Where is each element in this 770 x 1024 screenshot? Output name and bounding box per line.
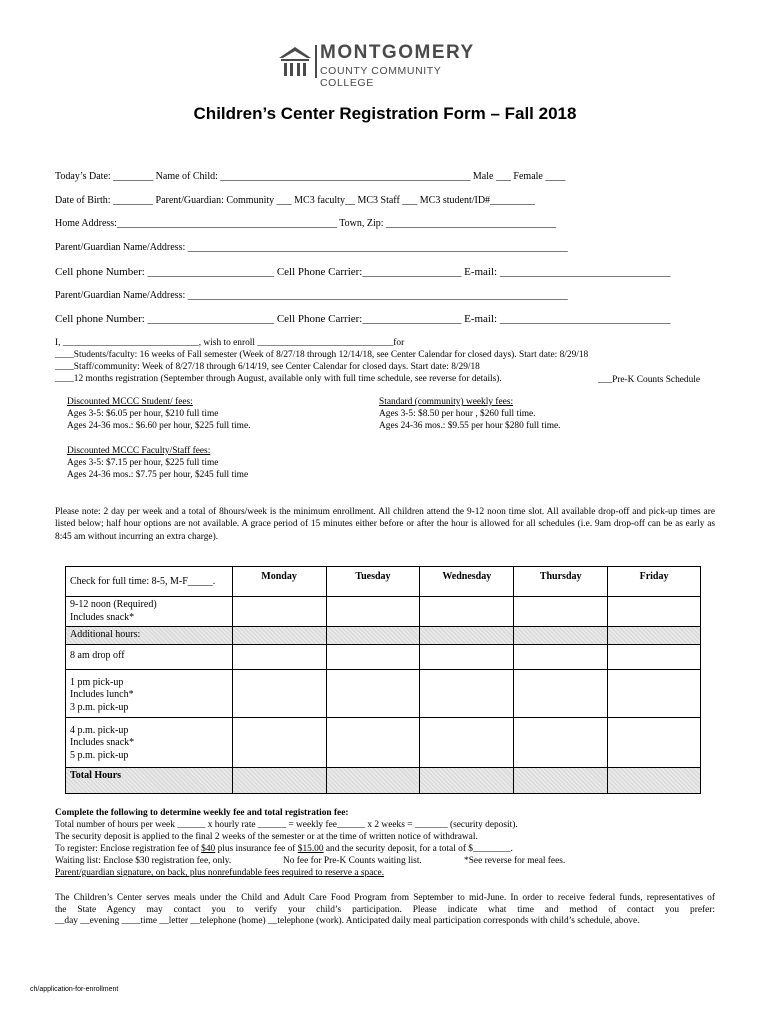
fees-staff-line: Ages 24-36 mos.: $7.75 per hour, $245 full time	[67, 470, 249, 480]
fees-staff-heading: Discounted MCCC Faculty/Staff fees:	[67, 446, 211, 456]
schedule-cell[interactable]	[326, 597, 420, 627]
logo-subtitle: COUNTY COMMUNITY COLLEGE	[320, 65, 442, 89]
fulltime-checkbox-label[interactable]: Check for full time: 8-5, M-F_____.	[66, 567, 233, 597]
schedule-cell[interactable]	[420, 597, 514, 627]
schedule-cell[interactable]	[608, 597, 701, 627]
shaded-cell	[232, 627, 326, 645]
field-dob-parent-type[interactable]: Date of Birth: ________ Parent/Guardian: Community ___ MC3 faculty__ MC3 Staff ___ MC3 student/ID#_________	[55, 195, 536, 206]
shaded-cell	[608, 627, 701, 645]
schedule-table	[65, 566, 701, 794]
table-row	[66, 717, 701, 767]
building-icon	[278, 44, 312, 78]
schedule-cell[interactable]	[514, 669, 608, 717]
shaded-cell	[326, 627, 420, 645]
row-label-pickup-2	[66, 717, 233, 767]
day-header-friday: Friday	[608, 567, 701, 597]
field-home-address[interactable]: Home Address:____________________________________________ Town, Zip: __________________________________	[55, 218, 557, 229]
schedule-cell[interactable]	[420, 644, 514, 669]
day-header-monday: Monday	[232, 567, 326, 597]
logo-divider	[315, 45, 317, 78]
shaded-cell	[232, 767, 326, 793]
shaded-cell	[608, 767, 701, 793]
waiting-list-text: Waiting list: Enclose $30 registration fee, only.	[55, 856, 232, 866]
field-cell-phone-1[interactable]: Cell phone Number: _______________________ Cell Phone Carrier:__________________ E-mail: _______________________________	[55, 266, 671, 278]
schedule-cell[interactable]	[420, 669, 514, 717]
meal-fees-note: *See reverse for meal fees.	[464, 856, 566, 866]
register-text: plus insurance fee of	[215, 844, 298, 854]
logo-name: MONTGOMERY	[320, 42, 475, 63]
meals-paragraph-line: The Children’s Center serves meals under the Child and Adult Care Food Program from September to mid-June. In order to receive federal funds, representatives of	[55, 893, 715, 903]
row-label-additional: Additional hours:	[66, 627, 233, 645]
meals-paragraph-line: the State Agency may contact you to verify your child’s participation. Please indicate what time and method of contact you prefer:	[55, 905, 715, 915]
insurance-fee: $15.00	[297, 844, 324, 854]
footer-filename: ch/application-for-enrollment	[30, 986, 119, 993]
row-label-line: Includes snack*	[70, 737, 135, 748]
schedule-cell[interactable]	[326, 644, 420, 669]
row-label-line: Includes snack*	[70, 611, 135, 623]
table-row	[66, 644, 701, 669]
schedule-cell[interactable]	[326, 669, 420, 717]
fee-calc-line: The security deposit is applied to the final 2 weeks of the semester or at the time of written notice of withdrawal.	[55, 832, 478, 842]
row-label-line: 5 p.m. pick-up	[70, 749, 129, 761]
fees-community-line: Ages 24-36 mos.: $9.55 per hour $280 full time.	[379, 421, 561, 431]
row-label-dropoff: 8 am drop off	[66, 644, 233, 669]
schedule-cell[interactable]	[232, 644, 326, 669]
fees-community-heading: Standard (community) weekly fees:	[379, 397, 514, 407]
table-row	[66, 627, 701, 645]
enroll-option-12months[interactable]: ____12 months registration (September through August, available only with full time schedule, see reverse for details).	[55, 374, 502, 384]
schedule-cell[interactable]	[514, 644, 608, 669]
row-label-line: 4 p.m. pick-up	[70, 724, 129, 736]
row-label-noon	[66, 597, 233, 627]
fee-calc-heading: Complete the following to determine weekly fee and total registration fee:	[55, 808, 349, 818]
enroll-option-prek[interactable]: ___Pre-K Counts Schedule	[598, 375, 701, 385]
schedule-cell[interactable]	[232, 597, 326, 627]
schedule-cell[interactable]	[420, 717, 514, 767]
field-guardian-address-2[interactable]: Parent/Guardian Name/Address: ____________________________________________________________________________	[55, 290, 568, 301]
schedule-cell[interactable]	[514, 597, 608, 627]
day-header-tuesday: Tuesday	[326, 567, 420, 597]
fees-student-line: Ages 3-5: $6.05 per hour, $210 full time	[67, 409, 219, 419]
schedule-cell[interactable]	[232, 669, 326, 717]
fee-calc-register[interactable]	[55, 844, 513, 854]
shaded-cell	[514, 627, 608, 645]
register-text: and the security deposit, for a total of $________.	[323, 844, 513, 854]
field-guardian-address-1[interactable]: Parent/Guardian Name/Address: ____________________________________________________________________________	[55, 242, 568, 253]
row-label-total: Total Hours	[66, 767, 233, 793]
table-row	[66, 767, 701, 793]
college-logo	[278, 42, 498, 89]
schedule-cell[interactable]	[232, 717, 326, 767]
row-label-pickup-1	[66, 669, 233, 717]
enrollment-note: Please note: 2 day per week and a total of 8hours/week is the minimum enrollment. All children attend the 9-12 noon time slot. All available drop-off and pick-up times are listed below; half hour options are not available. A grace period of 15 minutes either before or after the hour is allowed for all schedules (i.e. 9am drop-off can be as early as 8:45 am without incurring an extra charge).	[55, 507, 715, 542]
table-row	[66, 669, 701, 717]
enroll-option-students[interactable]: ____Students/faculty: 16 weeks of Fall semester (Week of 8/27/18 through 12/14/18, see Center Calendar for closed days). Start date: 8/29/18	[55, 350, 589, 360]
schedule-cell[interactable]	[608, 669, 701, 717]
shaded-cell	[420, 767, 514, 793]
field-todays-date-child-name[interactable]: Today’s Date: ________ Name of Child: __________________________________________________ Male ___ Female ____	[55, 171, 566, 182]
page-title: Children’s Center Registration Form – Fall 2018	[193, 104, 577, 123]
registration-fee: $40	[201, 844, 216, 854]
row-label-line: 9-12 noon (Required)	[70, 599, 157, 610]
day-header-thursday: Thursday	[514, 567, 608, 597]
meals-contact-options[interactable]: __day __evening ____time __letter __telephone (home) __telephone (work). Anticipated daily meal participation corresponds with child’s schedule, above.	[55, 916, 640, 926]
table-header-row	[66, 567, 701, 597]
row-label-line: 1 pm pick-up	[70, 676, 124, 688]
shaded-cell	[420, 627, 514, 645]
field-cell-phone-2[interactable]: Cell phone Number: _______________________ Cell Phone Carrier:__________________ E-mail: _______________________________	[55, 313, 671, 325]
schedule-cell[interactable]	[326, 717, 420, 767]
register-text: To register: Enclose registration fee of	[55, 844, 202, 854]
prek-waiting-text: No fee for Pre-K Counts waiting list.	[283, 856, 422, 866]
fees-staff-line: Ages 3-5: $7.15 per hour, $225 full time	[67, 458, 219, 468]
fee-calc-line[interactable]: Total number of hours per week ______ x hourly rate ______ = weekly fee______ x 2 weeks = _______ (security deposit).	[55, 820, 518, 830]
enroll-option-staff[interactable]: ____Staff/community: Week of 8/27/18 through 6/14/19, see Center Calendar for closed days. Start date: 8/29/18	[55, 362, 480, 372]
table-row	[66, 597, 701, 627]
fees-community-line: Ages 3-5: $8.50 per hour , $260 full time.	[379, 409, 536, 419]
shaded-cell	[514, 767, 608, 793]
signature-requirement: Parent/guardian signature, on back, plus nonrefundable fees required to reserve a space.	[55, 868, 385, 878]
schedule-cell[interactable]	[514, 717, 608, 767]
fees-student-line: Ages 24-36 mos.: $6.60 per hour, $225 full time.	[67, 421, 251, 431]
schedule-cell[interactable]	[608, 717, 701, 767]
shaded-cell	[326, 767, 420, 793]
enroll-intro[interactable]: I, _____________________________, wish to enroll _____________________________for	[55, 338, 405, 348]
fees-student-heading: Discounted MCCC Student/ fees:	[67, 397, 193, 407]
day-header-wednesday: Wednesday	[420, 567, 514, 597]
schedule-cell[interactable]	[608, 644, 701, 669]
row-label-line: 3 p.m. pick-up	[70, 701, 129, 713]
row-label-line: Includes lunch*	[70, 689, 134, 700]
